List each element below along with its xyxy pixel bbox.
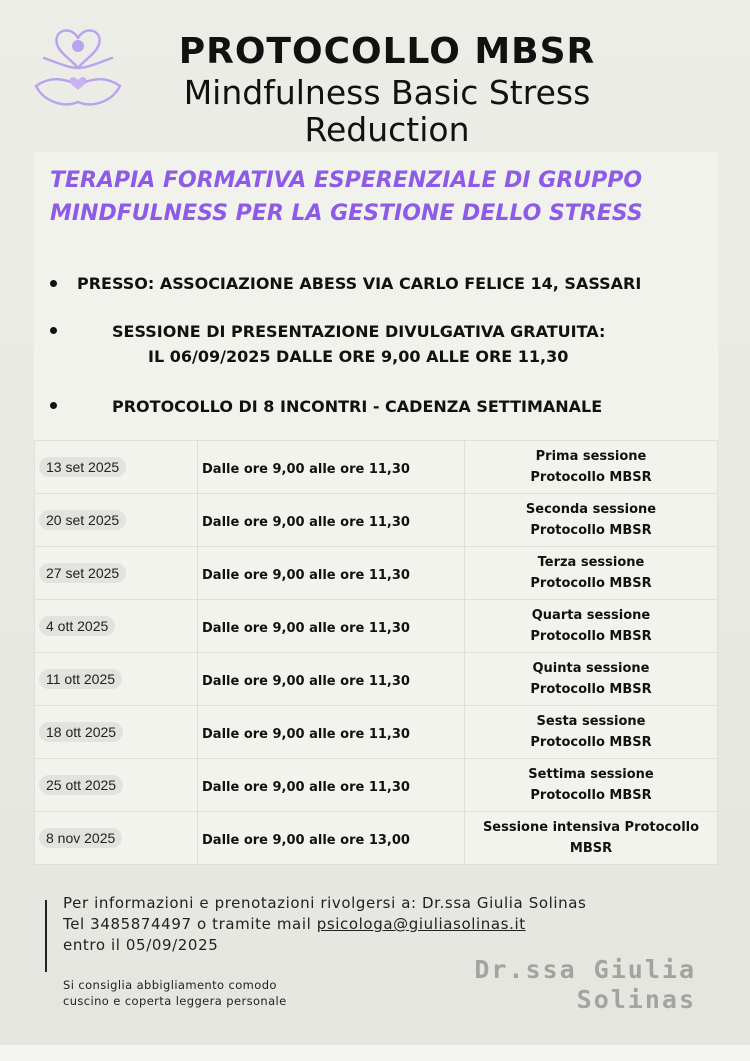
bullet-dot (50, 402, 57, 409)
date-pill: 27 set 2025 (39, 563, 126, 583)
session-line: Protocollo MBSR (530, 470, 652, 485)
session-line: Settima sessione (528, 767, 654, 782)
clothing-note (63, 977, 423, 1009)
subtitle-line: Reduction (304, 110, 470, 149)
session-line: Prima sessione (535, 449, 647, 464)
time-text: Dalle ore 9,00 alle ore 11,30 (202, 726, 410, 742)
session-cell (465, 706, 718, 759)
time-cell (198, 706, 465, 759)
time-cell (198, 441, 465, 494)
time-text: Dalle ore 9,00 alle ore 13,00 (202, 832, 410, 848)
session-cell (465, 812, 718, 865)
date-cell (35, 706, 198, 759)
session-line: Protocollo MBSR (530, 735, 652, 750)
date-pill: 8 nov 2025 (39, 828, 122, 848)
date-cell (35, 653, 198, 706)
contact-line: Per informazioni e prenotazioni rivolgersi a: Dr.ssa Giulia Solinas (63, 894, 587, 912)
signature-line: Solinas (576, 985, 696, 1014)
time-text: Dalle ore 9,00 alle ore 11,30 (202, 567, 410, 583)
session-cell (465, 600, 718, 653)
heart-meditation-icon (30, 24, 126, 114)
session-cell (465, 441, 718, 494)
schedule-table (34, 440, 718, 865)
bullet-dot (50, 327, 57, 334)
date-cell (35, 494, 198, 547)
date-cell (35, 600, 198, 653)
signature-line: Dr.ssa Giulia (474, 955, 696, 984)
date-pill: 25 ott 2025 (39, 775, 123, 795)
date-pill: 4 ott 2025 (39, 616, 115, 636)
date-cell (35, 812, 198, 865)
table-row (35, 812, 718, 865)
session-line: Sesta sessione (536, 714, 646, 729)
bullet-dot (50, 280, 57, 287)
date-pill: 18 ott 2025 (39, 722, 123, 742)
time-cell (198, 759, 465, 812)
date-cell (35, 547, 198, 600)
time-text: Dalle ore 9,00 alle ore 11,30 (202, 514, 410, 530)
time-cell (198, 600, 465, 653)
time-text: Dalle ore 9,00 alle ore 11,30 (202, 673, 410, 689)
tagline-line: MINDFULNESS PER LA GESTIONE DELLO STRESS (50, 201, 643, 226)
contact-info (63, 893, 683, 956)
date-pill: 13 set 2025 (39, 457, 126, 477)
session-line: Protocollo MBSR (530, 788, 652, 803)
presentation-bullet-line1: SESSIONE DI PRESENTAZIONE DIVULGATIVA GRATUITA: (112, 322, 606, 341)
session-cell (465, 653, 718, 706)
table-row (35, 653, 718, 706)
date-cell (35, 441, 198, 494)
location-bullet: PRESSO: ASSOCIAZIONE ABESS VIA CARLO FELICE 14, SASSARI (77, 274, 642, 293)
table-row (35, 600, 718, 653)
time-cell (198, 547, 465, 600)
time-cell (198, 653, 465, 706)
session-line: Seconda sessione (525, 502, 657, 517)
table-row (35, 706, 718, 759)
subtitle-line: Mindfulness Basic Stress (183, 73, 591, 112)
note-line: cuscino e coperta leggera personale (63, 994, 287, 1008)
signature (430, 955, 696, 1015)
contact-line: entro il 05/09/2025 (63, 936, 219, 954)
time-cell (198, 812, 465, 865)
page-bottom-strip (0, 1045, 750, 1061)
date-cell (35, 759, 198, 812)
session-line: Terza sessione (537, 555, 645, 570)
page-title: PROTOCOLLO MBSR (178, 31, 596, 72)
email-link[interactable]: psicologa@giuliasolinas.it (316, 915, 526, 933)
session-line: Protocollo MBSR (530, 523, 652, 538)
session-line: Protocollo MBSR (530, 576, 652, 591)
session-line: Sessione intensiva Protocollo (482, 820, 700, 835)
date-pill: 11 ott 2025 (39, 669, 122, 689)
table-row (35, 494, 718, 547)
table-row (35, 441, 718, 494)
table-row (35, 759, 718, 812)
session-cell (465, 547, 718, 600)
tagline (50, 164, 710, 230)
session-line: MBSR (569, 841, 613, 856)
contact-line (63, 914, 683, 935)
contact-phone: Tel 3485874497 o tramite mail (63, 915, 317, 933)
presentation-bullet-line2: IL 06/09/2025 DALLE ORE 9,00 ALLE ORE 11,30 (148, 347, 569, 366)
session-line: Protocollo MBSR (530, 629, 652, 644)
page-subtitle (130, 74, 644, 148)
session-cell (465, 494, 718, 547)
note-line: Si consiglia abbigliamento comodo (63, 978, 277, 992)
session-cell (465, 759, 718, 812)
session-line: Quarta sessione (531, 608, 651, 623)
time-text: Dalle ore 9,00 alle ore 11,30 (202, 461, 410, 477)
contact-divider (45, 900, 47, 972)
session-line: Quinta sessione (532, 661, 650, 676)
protocol-bullet: PROTOCOLLO DI 8 INCONTRI - CADENZA SETTIMANALE (112, 397, 603, 416)
session-line: Protocollo MBSR (530, 682, 652, 697)
date-pill: 20 set 2025 (39, 510, 126, 530)
tagline-line: TERAPIA FORMATIVA ESPERENZIALE DI GRUPPO (50, 168, 643, 193)
time-text: Dalle ore 9,00 alle ore 11,30 (202, 779, 410, 795)
time-text: Dalle ore 9,00 alle ore 11,30 (202, 620, 410, 636)
time-cell (198, 494, 465, 547)
table-row (35, 547, 718, 600)
